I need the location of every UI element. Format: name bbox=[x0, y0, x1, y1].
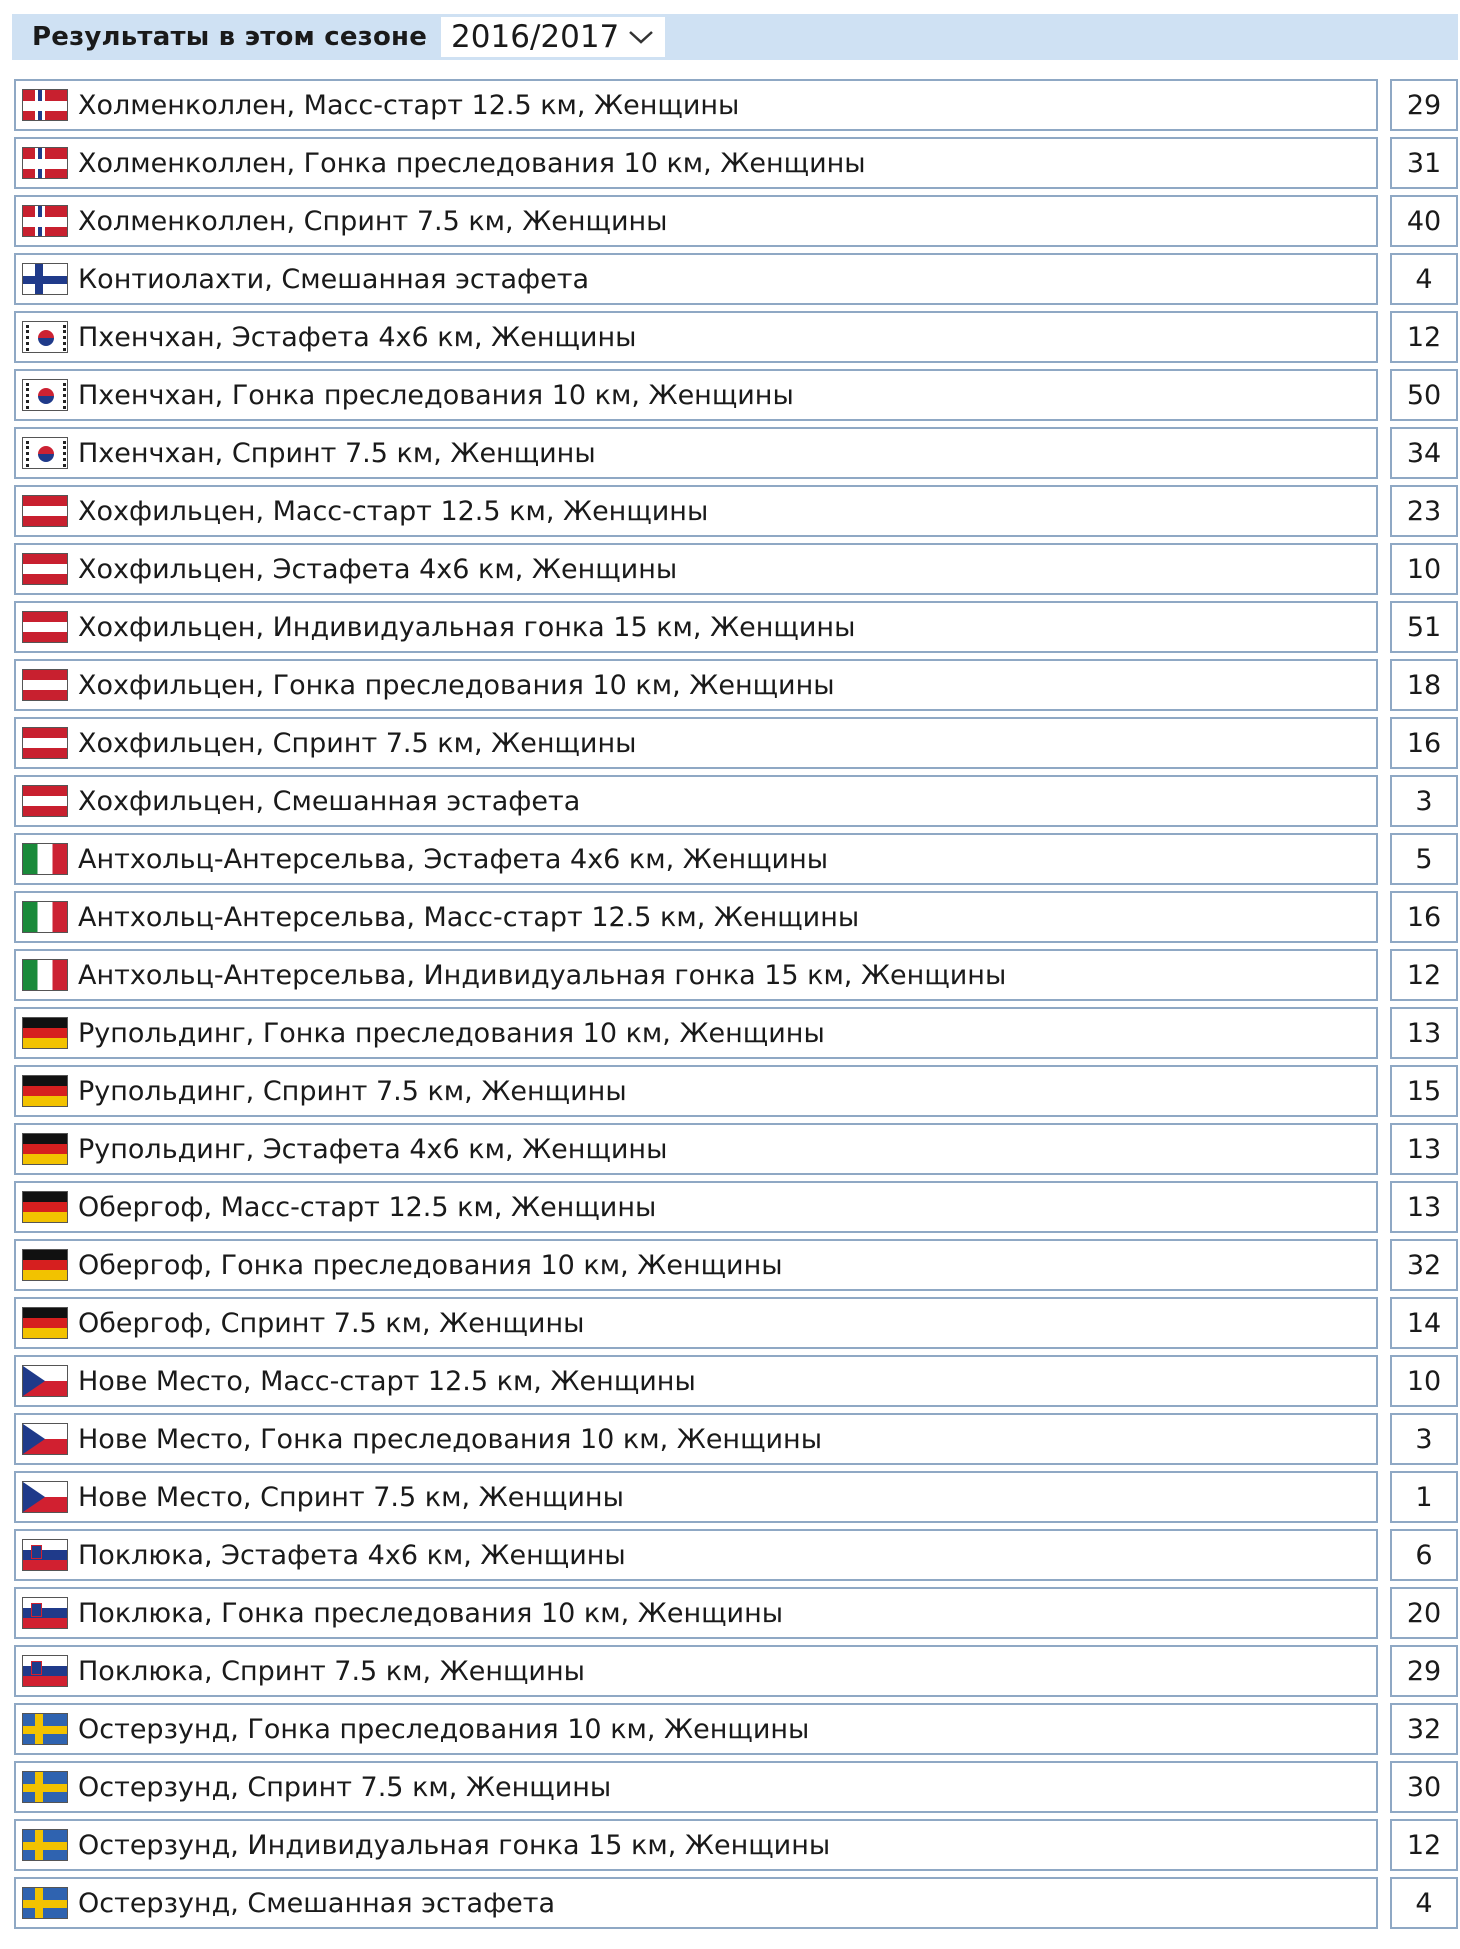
race-name: Контиолахти, Смешанная эстафета bbox=[78, 263, 590, 295]
result-row bbox=[14, 369, 1458, 421]
norway-flag-icon bbox=[22, 147, 68, 179]
race-name: Хохфильцен, Гонка преследования 10 км, Женщины bbox=[78, 669, 835, 701]
results-list bbox=[14, 79, 1458, 1935]
germany-flag-icon bbox=[22, 1307, 68, 1339]
race-link[interactable] bbox=[14, 427, 1378, 479]
race-name: Обергоф, Спринт 7.5 км, Женщины bbox=[78, 1307, 585, 1339]
race-link[interactable] bbox=[14, 1761, 1378, 1813]
race-link[interactable] bbox=[14, 79, 1378, 131]
race-link[interactable] bbox=[14, 1123, 1378, 1175]
slovenia-flag-icon bbox=[22, 1539, 68, 1571]
race-name: Пхенчхан, Спринт 7.5 км, Женщины bbox=[78, 437, 596, 469]
race-link[interactable] bbox=[14, 1703, 1378, 1755]
place-value: 16 bbox=[1390, 891, 1458, 943]
race-link[interactable] bbox=[14, 1471, 1378, 1523]
place-value: 4 bbox=[1390, 253, 1458, 305]
race-name: Пхенчхан, Эстафета 4x6 км, Женщины bbox=[78, 321, 637, 353]
race-link[interactable] bbox=[14, 775, 1378, 827]
place-value: 20 bbox=[1390, 1587, 1458, 1639]
place-value: 13 bbox=[1390, 1007, 1458, 1059]
race-name: Нове Место, Спринт 7.5 км, Женщины bbox=[78, 1481, 624, 1513]
place-value: 14 bbox=[1390, 1297, 1458, 1349]
slovenia-flag-icon bbox=[22, 1655, 68, 1687]
italy-flag-icon bbox=[22, 843, 68, 875]
place-value: 51 bbox=[1390, 601, 1458, 653]
result-row bbox=[14, 1123, 1458, 1175]
austria-flag-icon bbox=[22, 727, 68, 759]
race-link[interactable] bbox=[14, 601, 1378, 653]
place-value: 15 bbox=[1390, 1065, 1458, 1117]
place-value: 29 bbox=[1390, 1645, 1458, 1697]
race-link[interactable] bbox=[14, 1239, 1378, 1291]
place-value: 23 bbox=[1390, 485, 1458, 537]
south-korea-flag-icon bbox=[22, 321, 68, 353]
place-value: 50 bbox=[1390, 369, 1458, 421]
race-link[interactable] bbox=[14, 891, 1378, 943]
czech-flag-icon bbox=[22, 1423, 68, 1455]
race-name: Остерзунд, Смешанная эстафета bbox=[78, 1887, 556, 1919]
austria-flag-icon bbox=[22, 553, 68, 585]
result-row bbox=[14, 1413, 1458, 1465]
result-row bbox=[14, 137, 1458, 189]
race-name: Холменколлен, Спринт 7.5 км, Женщины bbox=[78, 205, 668, 237]
race-name: Поклюка, Гонка преследования 10 км, Женщины bbox=[78, 1597, 784, 1629]
race-link[interactable] bbox=[14, 833, 1378, 885]
result-row bbox=[14, 485, 1458, 537]
slovenia-flag-icon bbox=[22, 1597, 68, 1629]
result-row bbox=[14, 195, 1458, 247]
place-value: 10 bbox=[1390, 543, 1458, 595]
italy-flag-icon bbox=[22, 901, 68, 933]
race-name: Рупольдинг, Гонка преследования 10 км, Женщины bbox=[78, 1017, 825, 1049]
race-name: Нове Место, Гонка преследования 10 км, Женщины bbox=[78, 1423, 823, 1455]
race-name: Холменколлен, Масс-старт 12.5 км, Женщины bbox=[78, 89, 740, 121]
race-name: Хохфильцен, Смешанная эстафета bbox=[78, 785, 581, 817]
race-name: Обергоф, Масс-старт 12.5 км, Женщины bbox=[78, 1191, 657, 1223]
austria-flag-icon bbox=[22, 611, 68, 643]
race-link[interactable] bbox=[14, 253, 1378, 305]
season-results-header bbox=[12, 14, 1458, 60]
race-name: Рупольдинг, Эстафета 4x6 км, Женщины bbox=[78, 1133, 668, 1165]
place-value: 12 bbox=[1390, 311, 1458, 363]
result-row bbox=[14, 1529, 1458, 1581]
race-name: Пхенчхан, Гонка преследования 10 км, Женщины bbox=[78, 379, 794, 411]
place-value: 31 bbox=[1390, 137, 1458, 189]
place-value: 6 bbox=[1390, 1529, 1458, 1581]
place-value: 29 bbox=[1390, 79, 1458, 131]
race-link[interactable] bbox=[14, 543, 1378, 595]
austria-flag-icon bbox=[22, 669, 68, 701]
result-row bbox=[14, 1703, 1458, 1755]
south-korea-flag-icon bbox=[22, 437, 68, 469]
result-row bbox=[14, 1239, 1458, 1291]
sweden-flag-icon bbox=[22, 1887, 68, 1919]
race-name: Поклюка, Спринт 7.5 км, Женщины bbox=[78, 1655, 585, 1687]
result-row bbox=[14, 1645, 1458, 1697]
place-value: 10 bbox=[1390, 1355, 1458, 1407]
race-link[interactable] bbox=[14, 717, 1378, 769]
result-row bbox=[14, 1877, 1458, 1929]
race-link[interactable] bbox=[14, 1413, 1378, 1465]
race-link[interactable] bbox=[14, 1645, 1378, 1697]
race-name: Нове Место, Масс-старт 12.5 км, Женщины bbox=[78, 1365, 696, 1397]
header-title: Результаты в этом сезоне bbox=[32, 22, 428, 52]
germany-flag-icon bbox=[22, 1249, 68, 1281]
result-row bbox=[14, 659, 1458, 711]
place-value: 4 bbox=[1390, 1877, 1458, 1929]
race-name: Антхольц-Антерсельва, Индивидуальная гонка 15 км, Женщины bbox=[78, 959, 1007, 991]
sweden-flag-icon bbox=[22, 1771, 68, 1803]
race-link[interactable] bbox=[14, 1065, 1378, 1117]
result-row bbox=[14, 311, 1458, 363]
germany-flag-icon bbox=[22, 1191, 68, 1223]
result-row bbox=[14, 543, 1458, 595]
austria-flag-icon bbox=[22, 785, 68, 817]
place-value: 32 bbox=[1390, 1703, 1458, 1755]
result-row bbox=[14, 1471, 1458, 1523]
race-link[interactable] bbox=[14, 369, 1378, 421]
place-value: 13 bbox=[1390, 1123, 1458, 1175]
result-row bbox=[14, 1297, 1458, 1349]
race-name: Остерзунд, Гонка преследования 10 км, Женщины bbox=[78, 1713, 810, 1745]
race-link[interactable] bbox=[14, 1819, 1378, 1871]
race-name: Хохфильцен, Индивидуальная гонка 15 км, Женщины bbox=[78, 611, 856, 643]
race-name: Хохфильцен, Масс-старт 12.5 км, Женщины bbox=[78, 495, 709, 527]
result-row bbox=[14, 949, 1458, 1001]
race-link[interactable] bbox=[14, 1007, 1378, 1059]
season-dropdown[interactable] bbox=[441, 17, 665, 57]
result-row bbox=[14, 1355, 1458, 1407]
result-row bbox=[14, 775, 1458, 827]
result-row bbox=[14, 427, 1458, 479]
race-link[interactable] bbox=[14, 659, 1378, 711]
result-row bbox=[14, 601, 1458, 653]
result-row bbox=[14, 1761, 1458, 1813]
race-link[interactable] bbox=[14, 137, 1378, 189]
result-row bbox=[14, 253, 1458, 305]
place-value: 30 bbox=[1390, 1761, 1458, 1813]
norway-flag-icon bbox=[22, 205, 68, 237]
finland-flag-icon bbox=[22, 263, 68, 295]
germany-flag-icon bbox=[22, 1133, 68, 1165]
germany-flag-icon bbox=[22, 1075, 68, 1107]
result-row bbox=[14, 1587, 1458, 1639]
race-name: Поклюка, Эстафета 4x6 км, Женщины bbox=[78, 1539, 626, 1571]
race-link[interactable] bbox=[14, 1355, 1378, 1407]
race-link[interactable] bbox=[14, 949, 1378, 1001]
race-name: Антхольц-Антерсельва, Масс-старт 12.5 км, Женщины bbox=[78, 901, 860, 933]
result-row bbox=[14, 717, 1458, 769]
race-link[interactable] bbox=[14, 311, 1378, 363]
race-link[interactable] bbox=[14, 485, 1378, 537]
place-value: 32 bbox=[1390, 1239, 1458, 1291]
result-row bbox=[14, 1819, 1458, 1871]
season-dropdown-value: 2016/2017 bbox=[451, 19, 620, 55]
czech-flag-icon bbox=[22, 1481, 68, 1513]
place-value: 18 bbox=[1390, 659, 1458, 711]
race-link[interactable] bbox=[14, 1587, 1378, 1639]
place-value: 3 bbox=[1390, 775, 1458, 827]
place-value: 1 bbox=[1390, 1471, 1458, 1523]
place-value: 3 bbox=[1390, 1413, 1458, 1465]
race-name: Рупольдинг, Спринт 7.5 км, Женщины bbox=[78, 1075, 627, 1107]
race-name: Остерзунд, Индивидуальная гонка 15 км, Женщины bbox=[78, 1829, 831, 1861]
race-link[interactable] bbox=[14, 195, 1378, 247]
race-link[interactable] bbox=[14, 1297, 1378, 1349]
race-name: Холменколлен, Гонка преследования 10 км, Женщины bbox=[78, 147, 866, 179]
place-value: 34 bbox=[1390, 427, 1458, 479]
race-name: Обергоф, Гонка преследования 10 км, Женщины bbox=[78, 1249, 783, 1281]
race-link[interactable] bbox=[14, 1877, 1378, 1929]
place-value: 40 bbox=[1390, 195, 1458, 247]
south-korea-flag-icon bbox=[22, 379, 68, 411]
norway-flag-icon bbox=[22, 89, 68, 121]
place-value: 13 bbox=[1390, 1181, 1458, 1233]
austria-flag-icon bbox=[22, 495, 68, 527]
race-name: Хохфильцен, Спринт 7.5 км, Женщины bbox=[78, 727, 637, 759]
result-row bbox=[14, 1065, 1458, 1117]
place-value: 5 bbox=[1390, 833, 1458, 885]
result-row bbox=[14, 891, 1458, 943]
result-row bbox=[14, 79, 1458, 131]
place-value: 12 bbox=[1390, 1819, 1458, 1871]
race-link[interactable] bbox=[14, 1529, 1378, 1581]
result-row bbox=[14, 1181, 1458, 1233]
result-row bbox=[14, 1007, 1458, 1059]
place-value: 16 bbox=[1390, 717, 1458, 769]
chevron-down-icon bbox=[627, 27, 655, 47]
germany-flag-icon bbox=[22, 1017, 68, 1049]
place-value: 12 bbox=[1390, 949, 1458, 1001]
race-name: Антхольц-Антерсельва, Эстафета 4x6 км, Женщины bbox=[78, 843, 829, 875]
result-row bbox=[14, 833, 1458, 885]
race-link[interactable] bbox=[14, 1181, 1378, 1233]
sweden-flag-icon bbox=[22, 1829, 68, 1861]
race-name: Хохфильцен, Эстафета 4x6 км, Женщины bbox=[78, 553, 678, 585]
czech-flag-icon bbox=[22, 1365, 68, 1397]
italy-flag-icon bbox=[22, 959, 68, 991]
sweden-flag-icon bbox=[22, 1713, 68, 1745]
race-name: Остерзунд, Спринт 7.5 км, Женщины bbox=[78, 1771, 612, 1803]
